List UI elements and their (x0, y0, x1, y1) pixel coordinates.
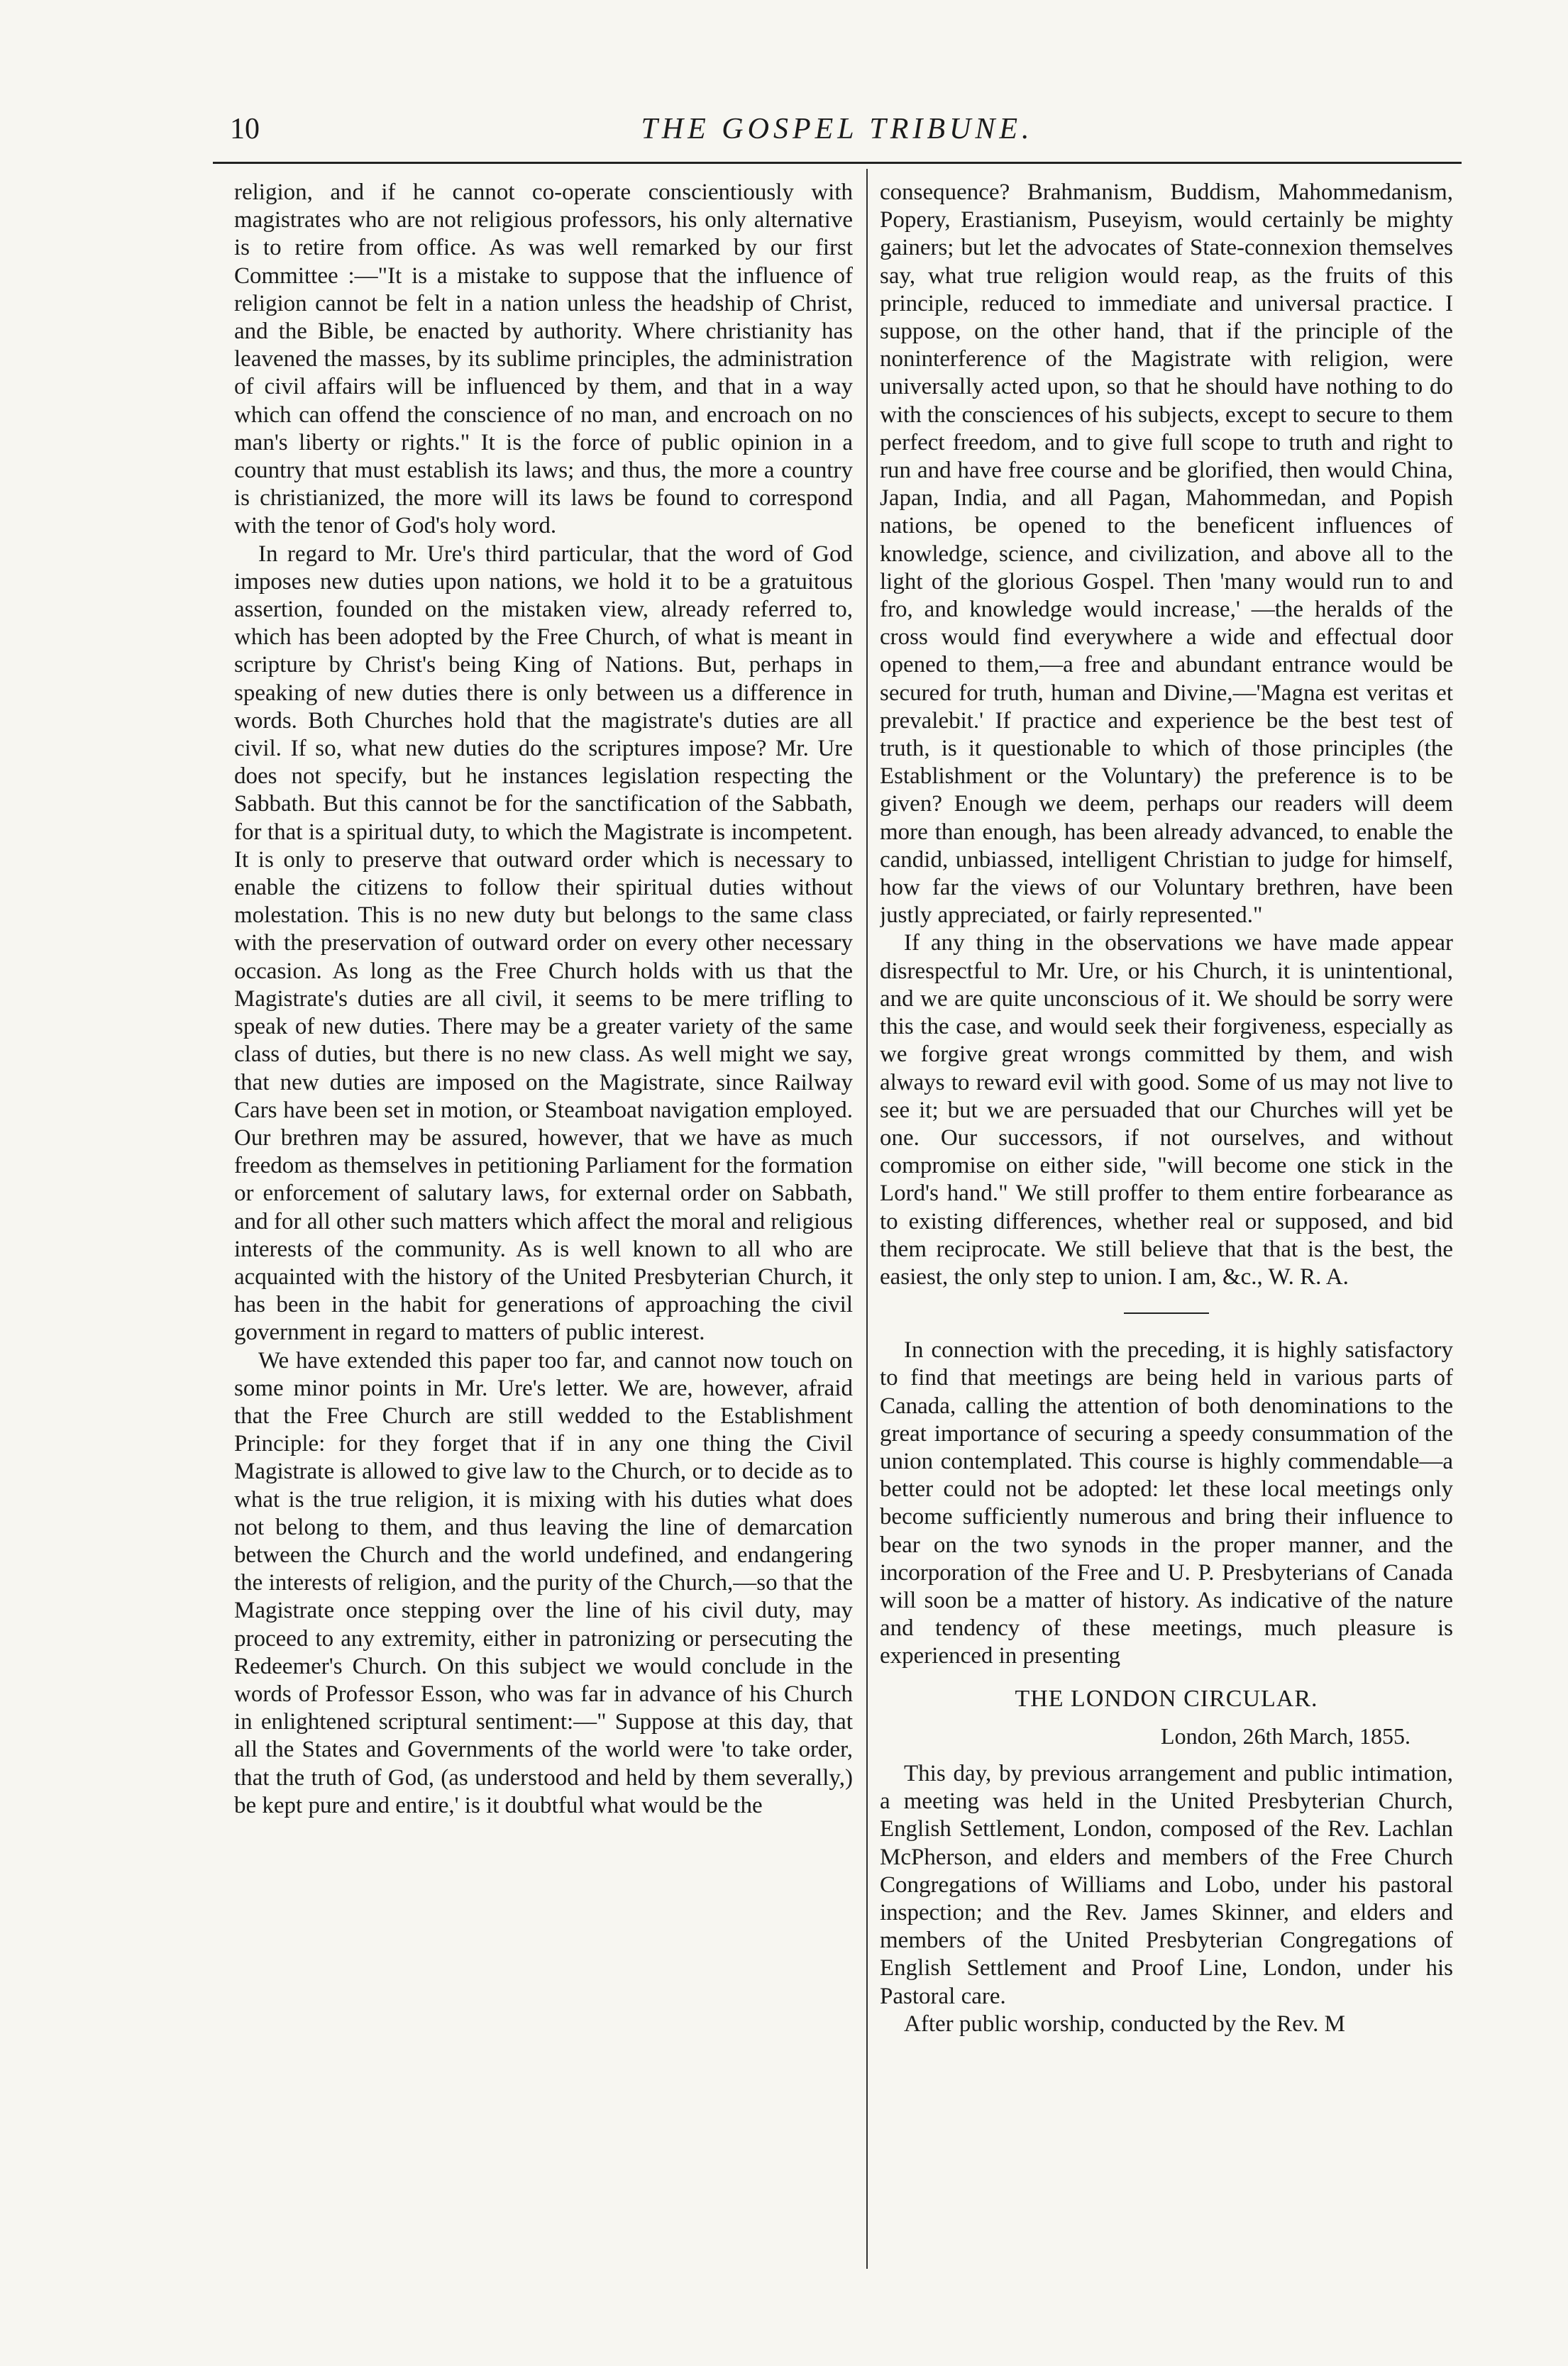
page-header (213, 106, 1462, 156)
circular-title: THE LONDON CIRCULAR. (1015, 1685, 1318, 1712)
right-paragraph-3: In connection with the preceding, it is highly satisfactory to find that meetings are being held in various parts of Canada, calling the attention of both denominations to the great importance of securing a speedy consummation of the union contemplated. This course is highly commendable—a better could not be adopted: let these local meetings only become sufficiently numerous and bring their influence to bear on the two synods in the proper manner, and the incorporation of the Free and U. P. Presbyterians of Canada will soon be a matter of history. As indicative of the nature and tendency of these meetings, much pleasure is experienced in presenting (880, 1337, 1453, 1669)
left-paragraph-3: We have extended this paper too far, and cannot now touch on some minor points in Mr. Ure's letter. We are, however, afraid that the Free Church are still wedded to the Establishment Principle: for they forget that if in any one thing the Civil Magistrate is allowed to give law to the Church, or to decide as to what is the true religion, it is mixing with his duties what does not belong to them, and thus leaving the line of demarcation between the Church and the world undefined, and endangering the interests of religion, and the purity of the Church,—so that the Magistrate once stepping over the line of his civil duty, may proceed to any extremity, either in patronizing or persecuting the Redeemer's Church. On this subject we would conclude in the words of Professor Esson, who was far in advance of his Church in enlightened scriptural sentiment:—" Suppose at this day, that all the States and Governments of the world were 'to take order, that the truth of God, (as understood and held by them severally,) be kept pure and entire,' is it doubtful what would be the (234, 1347, 853, 1818)
section-rule (1124, 1312, 1209, 1314)
right-paragraph-2: If any thing in the observations we have made appear disrespectful to Mr. Ure, or his Church, it is unintentional, and we are quite unconscious of it. We should be sorry were this the case, and would seek their forgiveness, especially as we forgive great wrongs committed by them, and wish always to reward evil with good. Some of us may not live to see it; but we are persuaded that our Churches will yet be one. Our successors, if not ourselves, and without compromise on either side, "will become one stick in the Lord's hand." We still proffer to them entire forbearance as to existing differences, whether real or supposed, and bid them reciprocate. We still believe that that is the best, the easiest, the only step to union. I am, &c., W. R. A. (880, 930, 1453, 1290)
right-paragraph-5: After public worship, conducted by the Rev. M (904, 2011, 1345, 2037)
page-number: 10 (230, 113, 260, 145)
header-rule (213, 162, 1462, 164)
right-column (880, 179, 1453, 2265)
right-paragraph-1: consequence? Brahmanism, Buddism, Mahommedanism, Popery, Erastianism, Puseyism, would certainly be mighty gainers; but let the advocates of State-connexion themselves say, what true religion would reap, as the fruits of this principle, reduced to immediate and universal practice. I suppose, on the other hand, that if the principle of the noninterference of the Magistrate with religion, were universally acted upon, so that he should have nothing to do with the consciences of his subjects, except to secure to them perfect freedom, and to give full scope to truth and right to run and have free course and be glorified, then would China, Japan, India, and all Pagan, Mahommedan, and Popish nations, be opened to the beneficent influences of knowledge, science, and civilization, and above all to the light of the glorious Gospel. Then 'many would run to and fro, and knowledge would increase,' —the heralds of the cross would find everywhere a wide and effectual door opened to them,—a free and abundant entrance would be secured for truth, human and Divine,—'Magna est veritas et prevalebit.' If practice and experience be the best test of truth, is it questionable to which of those principles (the Establishment or the Voluntary) the preference is to be given? Enough we deem, perhaps our readers will deem more than enough, has been already advanced, to enable the candid, unbiassed, intelligent Christian to judge for himself, how far the views of our Voluntary brethren, have been justly appreciated, or fairly represented." (880, 179, 1453, 929)
left-paragraph-1: religion, and if he cannot co-operate conscientiously with magistrates who are not religious professors, his only alternative is to retire from office. As was well remarked by our first Committee :—"It is a mistake to suppose that the influence of religion cannot be felt in a nation unless the headship of Christ, and the Bible, be enacted by authority. Where christianity has leavened the masses, by its sublime principles, the administration of civil affairs will be influenced by them, and that in a way which can offend the conscience of no man, and encroach on no man's liberty or rights." It is the force of public opinion in a country that must establish its laws; and thus, the more a country is christianized, the more will its laws be found to correspond with the tenor of God's holy word. (234, 179, 853, 539)
column-divider (866, 169, 868, 2269)
right-paragraph-4: This day, by previous arrangement and public intimation, a meeting was held in the United Presbyterian Church, English Settlement, London, composed of the Rev. Lachlan McPherson, and elders and members of the Free Church Congregations of Williams and Lobo, under his pastoral inspection; and the Rev. James Skinner, and elders and members of the United Presbyterian Congregations of English Settlement and Proof Line, London, under his Pastoral care. (880, 1760, 1453, 2009)
left-paragraph-2: In regard to Mr. Ure's third particular, that the word of God imposes new duties upon nations, we hold it to be a gratuitous assertion, founded on the mistaken view, already referred to, which has been adopted by the Free Church, of what is meant in scripture by Christ's being King of Nations. But, perhaps in speaking of new duties there is only between us a difference in words. Both Churches hold that the magistrate's duties are all civil. If so, what new duties do the scriptures impose? Mr. Ure does not specify, but he instances legislation respecting the Sabbath. But this cannot be for the sanctification of the Sabbath, for that is a spiritual duty, to which the Magistrate is incompetent. It is only to preserve that outward order which is necessary to enable the citizens to follow their spiritual duties without molestation. This is no new duty but belongs to the same class with the preservation of outward order on every other necessary occasion. As long as the Free Church holds with us that the Magistrate's duties are all civil, it seems to be mere trifling to speak of new duties. There may be a greater variety of the same class of duties, but there is no new class. As well might we say, that new duties are imposed on the Magistrate, since Railway Cars have been set in motion, or Steamboat navigation employed. Our brethren may be assured, however, that we have as much freedom as themselves in petitioning Parliament for the formation or enforcement of salutary laws, for external order on Sabbath, and for all other such matters which affect the moral and religious interests of the community. As is well known to all who are acquainted with the history of the United Presbyterian Church, it has been in the habit for generations of approaching the civil government in regard to matters of public interest. (234, 541, 853, 1346)
running-title: THE GOSPEL TRIBUNE. (641, 113, 1034, 145)
left-column (234, 179, 853, 2265)
dateline: London, 26th March, 1855. (1161, 1723, 1410, 1749)
